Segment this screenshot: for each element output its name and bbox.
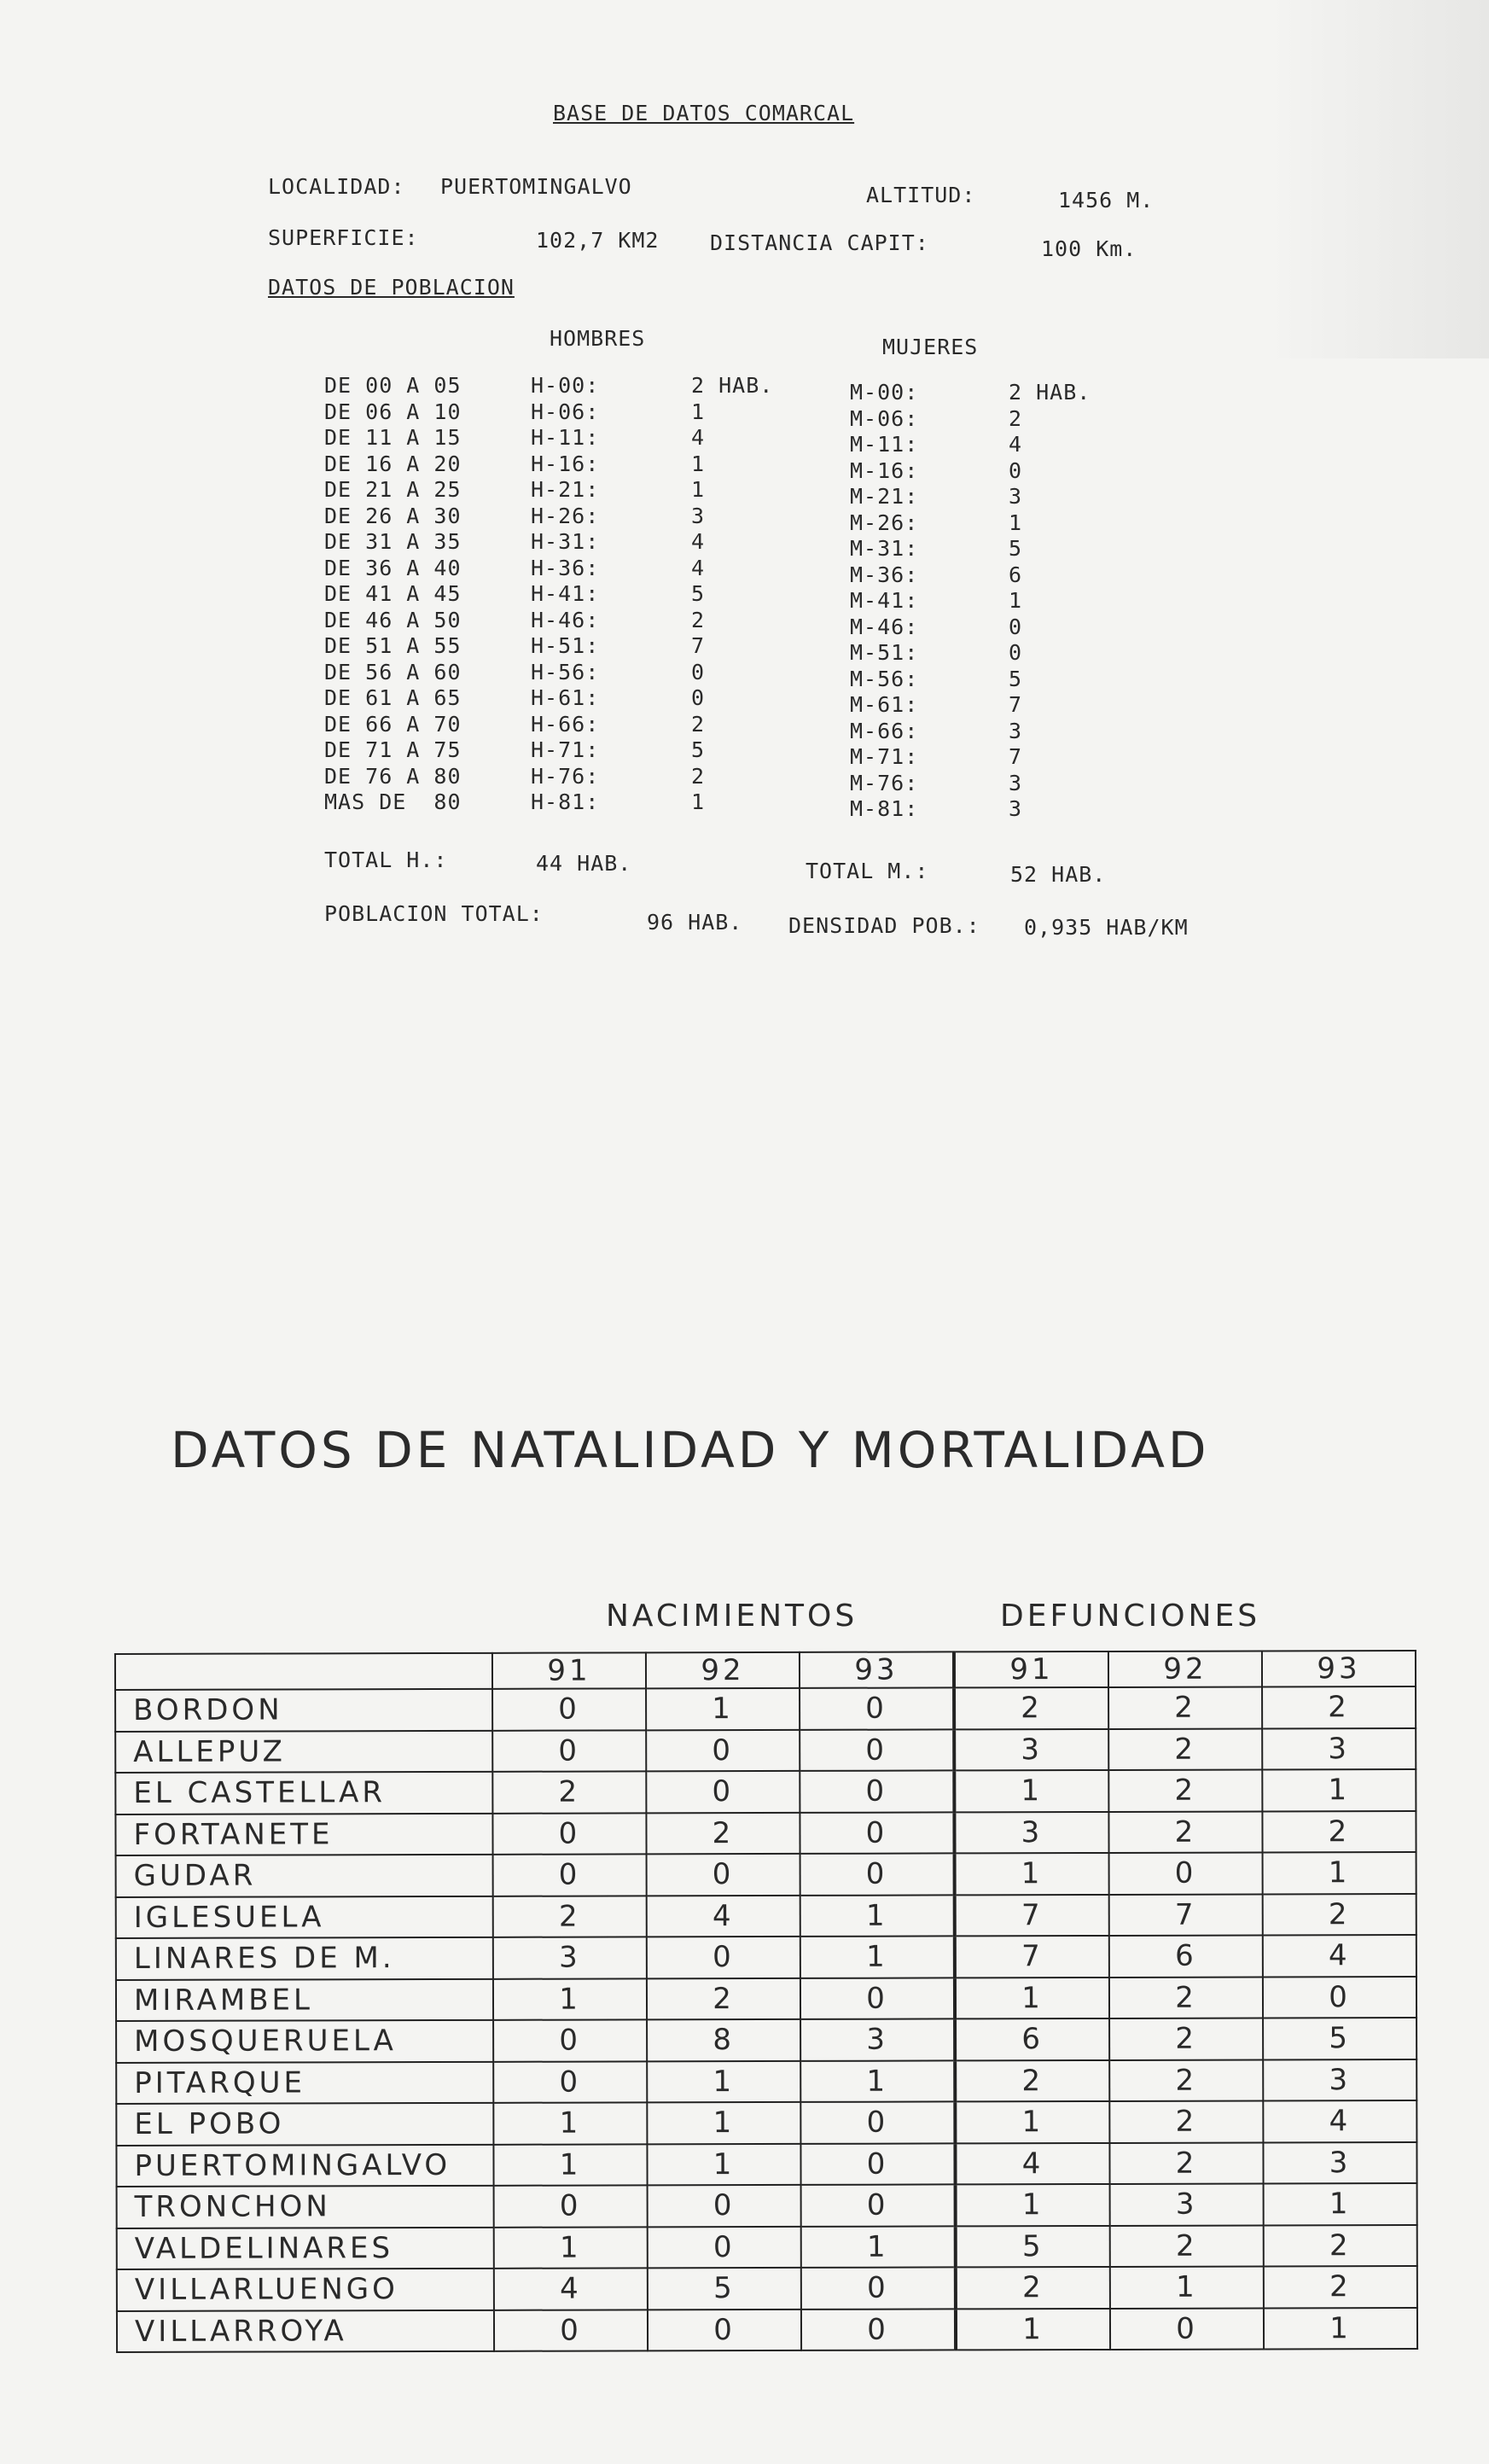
header-blank-cell: [115, 1653, 492, 1690]
mujeres-code: M-56:: [850, 666, 919, 691]
total-m-label: TOTAL M.:: [806, 859, 929, 883]
defunciones-cell: 1: [1264, 2308, 1417, 2350]
total-h-label: TOTAL H.:: [324, 848, 448, 872]
mujeres-code: M-71:: [850, 744, 919, 769]
table-row: [116, 1935, 1416, 1979]
nacimientos-cell: 0: [648, 2309, 801, 2350]
mujeres-count: 3: [1009, 484, 1023, 509]
nacimientos-cell: 3: [800, 2018, 955, 2060]
defunciones-cell: 2: [1109, 1977, 1263, 2018]
mujeres-count: 7: [1009, 692, 1023, 717]
hombres-count: 4: [691, 425, 706, 450]
age-range: DE 66 A 70: [324, 711, 462, 737]
vital-stats-title: DATOS DE NATALIDAD Y MORTALIDAD: [171, 1421, 1210, 1479]
age-range: DE 51 A 55: [324, 633, 462, 658]
defunciones-cell: 6: [955, 2018, 1109, 2060]
defunciones-cell: 2: [956, 2267, 1110, 2309]
defunciones-cell: 1: [956, 2308, 1110, 2350]
nacimientos-cell: 1: [646, 1688, 800, 1730]
hombres-count: 1: [691, 477, 706, 502]
nacimientos-cell: 1: [494, 2227, 648, 2269]
defunciones-cell: 1: [1110, 2266, 1264, 2308]
defunciones-cell: 6: [1109, 1935, 1263, 1977]
municipality-name: GUDAR: [116, 1855, 493, 1897]
hombres-code: H-81:: [531, 789, 600, 814]
nacimientos-cell: 1: [647, 2143, 800, 2185]
defunciones-cell: 1: [954, 1770, 1108, 1812]
hombres-code: H-26:: [531, 503, 600, 528]
age-range: DE 16 A 20: [324, 451, 462, 476]
mujeres-code: M-21:: [850, 484, 919, 509]
nacimientos-cell: 0: [800, 1687, 954, 1729]
hombres-count: 0: [691, 685, 706, 710]
mujeres-count: 0: [1009, 640, 1023, 665]
hombres-code: H-00:: [531, 373, 600, 398]
year-header: 92: [646, 1652, 800, 1688]
municipality-name: VALDELINARES: [117, 2227, 494, 2269]
hombres-count: 1: [691, 399, 706, 424]
hombres-code: H-71:: [531, 737, 600, 762]
nacimientos-cell: 5: [648, 2268, 801, 2310]
nacimientos-cell: 0: [493, 1854, 647, 1896]
table-row: [116, 2100, 1416, 2145]
defunciones-cell: 3: [954, 1811, 1108, 1853]
defunciones-cell: 2: [955, 2059, 1109, 2101]
table-row: [115, 1728, 1416, 1773]
defunciones-cell: 0: [1110, 2308, 1264, 2350]
nacimientos-cell: 2: [492, 1771, 646, 1813]
defunciones-cell: 4: [1263, 2100, 1416, 2142]
age-range: DE 46 A 50: [324, 607, 462, 632]
hombres-code: H-36:: [531, 555, 600, 580]
municipality-name: EL POBO: [116, 2103, 493, 2146]
hombres-count: 5: [691, 737, 706, 762]
defunciones-cell: 4: [1263, 1935, 1416, 1977]
defunciones-cell: 7: [955, 1936, 1109, 1978]
defunciones-cell: 2: [1109, 2059, 1263, 2101]
nacimientos-cell: 0: [494, 2310, 648, 2351]
age-range: DE 00 A 05: [324, 373, 462, 398]
defunciones-cell: 5: [956, 2225, 1110, 2267]
age-range: DE 71 A 75: [324, 737, 462, 762]
altitud-value: 1456 M.: [1058, 188, 1155, 213]
mujeres-count: 5: [1009, 666, 1023, 691]
nacimientos-cell: 0: [801, 2267, 956, 2309]
municipality-name: PUERTOMINGALVO: [116, 2144, 493, 2187]
nacimientos-cell: 0: [647, 1854, 800, 1896]
defunciones-cell: 5: [1263, 2018, 1416, 2059]
defunciones-cell: 2: [1110, 2225, 1264, 2267]
year-header: 91: [954, 1651, 1108, 1687]
nacimientos-heading: NACIMIENTOS: [606, 1599, 858, 1634]
defunciones-cell: 1: [1263, 1852, 1416, 1894]
nacimientos-cell: 0: [492, 1730, 646, 1772]
defunciones-cell: 2: [1109, 2018, 1263, 2059]
nacimientos-cell: 0: [801, 2184, 956, 2226]
defunciones-cell: 3: [1263, 2142, 1416, 2184]
hombres-code: H-31:: [531, 529, 600, 554]
municipality-name: MIRAMBEL: [116, 1978, 493, 2021]
nacimientos-cell: 1: [800, 1895, 955, 1937]
mujeres-code: M-46:: [850, 614, 919, 639]
age-range: DE 21 A 25: [324, 477, 462, 502]
defunciones-cell: 7: [1109, 1894, 1263, 1936]
nacimientos-cell: 0: [646, 1771, 800, 1813]
hombres-count: 1: [691, 451, 706, 476]
defunciones-cell: 2: [1108, 1686, 1262, 1728]
hombres-count: 2 HAB.: [691, 373, 774, 398]
defunciones-cell: 2: [1263, 1894, 1416, 1936]
mujeres-count: 0: [1009, 614, 1023, 639]
defunciones-cell: 3: [1263, 2059, 1416, 2101]
defunciones-cell: 1: [955, 1977, 1109, 2018]
year-header: 92: [1108, 1651, 1262, 1686]
mujeres-heading: MUJERES: [882, 335, 979, 359]
defunciones-cell: 2: [1108, 1811, 1262, 1853]
table-row: [116, 1894, 1416, 1938]
altitud-label: ALTITUD:: [866, 183, 976, 207]
mujeres-code: M-11:: [850, 432, 919, 457]
municipality-name: ALLEPUZ: [115, 1730, 492, 1773]
mujeres-count: 5: [1009, 536, 1023, 561]
mujeres-count: 0: [1009, 457, 1023, 483]
hombres-code: H-21:: [531, 477, 600, 502]
nacimientos-cell: 0: [492, 1688, 646, 1730]
localidad-label: LOCALIDAD:: [268, 174, 405, 199]
hombres-count: 5: [691, 581, 706, 606]
defunciones-cell: 3: [954, 1728, 1108, 1770]
table-row: [117, 2266, 1417, 2310]
municipality-name: EL CASTELLAR: [115, 1772, 492, 1815]
municipality-name: LINARES DE M.: [116, 1937, 493, 1980]
poblacion-total-value: 96 HAB.: [647, 910, 743, 935]
table-row: [115, 1686, 1416, 1731]
mujeres-count: 1: [1009, 510, 1023, 535]
nacimientos-cell: 0: [800, 2101, 955, 2143]
hombres-count: 0: [691, 659, 706, 684]
nacimientos-cell: 1: [493, 2102, 647, 2144]
mujeres-count: 4: [1009, 432, 1023, 457]
table-row: [117, 2225, 1417, 2269]
defunciones-cell: 4: [955, 2142, 1109, 2184]
mujeres-code: M-36:: [850, 562, 919, 587]
nacimientos-cell: 0: [492, 1813, 646, 1855]
municipality-name: TRONCHON: [117, 2186, 494, 2228]
hombres-count: 4: [691, 529, 706, 554]
table-row: [116, 2059, 1416, 2104]
defunciones-cell: 7: [955, 1894, 1109, 1936]
age-range: DE 31 A 35: [324, 529, 462, 554]
year-header: 93: [800, 1651, 954, 1687]
hombres-count: 7: [691, 633, 706, 658]
nacimientos-cell: 0: [800, 1812, 954, 1854]
nacimientos-cell: 0: [800, 2143, 955, 2185]
poblacion-total-label: POBLACION TOTAL:: [324, 901, 544, 926]
vital-stats-table: [114, 1650, 1418, 2353]
defunciones-cell: 1: [1264, 2183, 1417, 2225]
hombres-code: H-11:: [531, 425, 600, 450]
distancia-value: 100 Km.: [1041, 236, 1137, 261]
hombres-count: 1: [691, 789, 706, 814]
age-range: DE 61 A 65: [324, 685, 462, 710]
nacimientos-cell: 8: [647, 2019, 800, 2061]
hombres-code: H-66:: [531, 711, 600, 737]
mujeres-code: M-31:: [850, 536, 919, 561]
hombres-code: H-06:: [531, 399, 600, 424]
distancia-label: DISTANCIA CAPIT:: [710, 230, 929, 255]
nacimientos-cell: 2: [647, 1978, 800, 2019]
nacimientos-cell: 1: [801, 2226, 956, 2268]
year-header: 93: [1262, 1651, 1416, 1686]
table-row: [117, 2183, 1417, 2228]
defunciones-cell: 2: [1108, 1769, 1262, 1811]
age-range: DE 76 A 80: [324, 763, 462, 789]
age-range: DE 26 A 30: [324, 503, 462, 528]
hombres-code: H-51:: [531, 633, 600, 658]
municipality-name: VILLARLUENGO: [117, 2269, 494, 2311]
nacimientos-cell: 0: [800, 1978, 955, 2019]
municipality-name: MOSQUERUELA: [116, 2020, 493, 2063]
defunciones-cell: 1: [1262, 1769, 1416, 1811]
nacimientos-cell: 0: [493, 2061, 647, 2103]
nacimientos-cell: 0: [646, 1729, 800, 1771]
defunciones-cell: 2: [954, 1687, 1108, 1729]
nacimientos-cell: 1: [647, 2060, 800, 2102]
mujeres-code: M-26:: [850, 510, 919, 535]
nacimientos-cell: 2: [493, 1896, 647, 1937]
mujeres-count: 7: [1009, 744, 1023, 769]
year-header: 91: [492, 1652, 646, 1688]
hombres-code: H-76:: [531, 763, 600, 789]
nacimientos-cell: 1: [800, 1936, 955, 1978]
defunciones-cell: 3: [1110, 2183, 1264, 2225]
nacimientos-cell: 0: [801, 2309, 956, 2350]
page-edge-shadow: [1267, 0, 1489, 358]
age-range: DE 41 A 45: [324, 581, 462, 606]
table-row: [116, 1852, 1416, 1896]
nacimientos-cell: 0: [494, 2185, 648, 2227]
nacimientos-cell: 0: [493, 2019, 647, 2061]
defunciones-cell: 1: [956, 2184, 1110, 2226]
nacimientos-cell: 4: [494, 2268, 648, 2310]
nacimientos-cell: 2: [646, 1812, 800, 1854]
nacimientos-cell: 1: [493, 2144, 647, 2186]
hombres-count: 4: [691, 555, 706, 580]
mujeres-code: M-51:: [850, 640, 919, 665]
table-row: [116, 1977, 1416, 2021]
nacimientos-cell: 3: [493, 1937, 647, 1978]
mujeres-count: 2: [1009, 405, 1023, 431]
hombres-count: 2: [691, 763, 706, 789]
municipality-name: IGLESUELA: [116, 1896, 493, 1938]
hombres-count: 3: [691, 503, 706, 528]
table-row: [116, 2142, 1416, 2187]
municipality-name: FORTANETE: [115, 1813, 492, 1855]
municipality-name: PITARQUE: [116, 2061, 493, 2104]
defunciones-cell: 2: [1108, 1728, 1262, 1770]
mujeres-count: 6: [1009, 562, 1023, 587]
defunciones-cell: 2: [1109, 2100, 1263, 2142]
nacimientos-cell: 1: [800, 2060, 955, 2102]
poblacion-section-title: DATOS DE POBLACION: [268, 275, 515, 300]
hombres-code: H-41:: [531, 581, 600, 606]
hombres-count: 2: [691, 711, 706, 737]
defunciones-cell: 1: [955, 2101, 1109, 2143]
hombres-code: H-61:: [531, 685, 600, 710]
nacimientos-cell: 1: [493, 1978, 647, 2020]
nacimientos-cell: 1: [647, 2102, 800, 2144]
mujeres-count: 3: [1009, 718, 1023, 743]
age-range: MAS DE 80: [324, 789, 462, 814]
superficie-label: SUPERFICIE:: [268, 225, 419, 250]
mujeres-code: M-06:: [850, 405, 919, 431]
hombres-code: H-46:: [531, 607, 600, 632]
table-row: [115, 1769, 1416, 1814]
mujeres-code: M-61:: [850, 692, 919, 717]
defunciones-cell: 2: [1264, 2225, 1417, 2267]
localidad-value: PUERTOMINGALVO: [440, 174, 632, 199]
municipality-name: VILLARROYA: [117, 2310, 494, 2352]
defunciones-cell: 2: [1264, 2266, 1417, 2308]
defunciones-cell: 2: [1109, 2142, 1263, 2184]
defunciones-heading: DEFUNCIONES: [1000, 1599, 1261, 1634]
hombres-heading: HOMBRES: [550, 326, 646, 351]
nacimientos-cell: 0: [647, 1937, 800, 1978]
total-h-value: 44 HAB.: [536, 851, 632, 876]
nacimientos-cell: 0: [648, 2185, 801, 2227]
mujeres-code: M-76:: [850, 770, 919, 795]
mujeres-code: M-00:: [850, 380, 919, 405]
table-row: [116, 2018, 1416, 2062]
densidad-value: 0,935 HAB/KM: [1024, 915, 1189, 940]
defunciones-cell: 0: [1109, 1852, 1263, 1894]
defunciones-cell: 3: [1262, 1728, 1416, 1770]
document-title: BASE DE DATOS COMARCAL: [553, 101, 855, 125]
mujeres-count: 1: [1009, 588, 1023, 613]
nacimientos-cell: 0: [648, 2226, 801, 2268]
defunciones-cell: 0: [1263, 1977, 1416, 2018]
age-range: DE 06 A 10: [324, 399, 462, 424]
nacimientos-cell: 0: [800, 1729, 954, 1771]
mujeres-count: 2 HAB.: [1009, 380, 1091, 405]
age-range: DE 36 A 40: [324, 555, 462, 580]
mujeres-code: M-81:: [850, 796, 919, 821]
defunciones-cell: 2: [1262, 1811, 1416, 1853]
hombres-code: H-16:: [531, 451, 600, 476]
hombres-code: H-56:: [531, 659, 600, 684]
table-row: [117, 2308, 1417, 2352]
hombres-count: 2: [691, 607, 706, 632]
mujeres-code: M-16:: [850, 457, 919, 483]
municipality-name: BORDON: [115, 1689, 492, 1732]
mujeres-count: 3: [1009, 796, 1023, 821]
defunciones-cell: 2: [1262, 1686, 1416, 1728]
nacimientos-cell: 4: [647, 1895, 800, 1937]
mujeres-code: M-66:: [850, 718, 919, 743]
densidad-label: DENSIDAD POB.:: [788, 913, 980, 938]
total-m-value: 52 HAB.: [1010, 862, 1107, 887]
age-range: DE 56 A 60: [324, 659, 462, 684]
table-row: [115, 1811, 1416, 1855]
superficie-value: 102,7 KM2: [536, 228, 660, 253]
nacimientos-cell: 0: [800, 1853, 955, 1895]
age-range: DE 11 A 15: [324, 425, 462, 450]
mujeres-code: M-41:: [850, 588, 919, 613]
nacimientos-cell: 0: [800, 1770, 954, 1812]
defunciones-cell: 1: [955, 1853, 1109, 1895]
mujeres-count: 3: [1009, 770, 1023, 795]
